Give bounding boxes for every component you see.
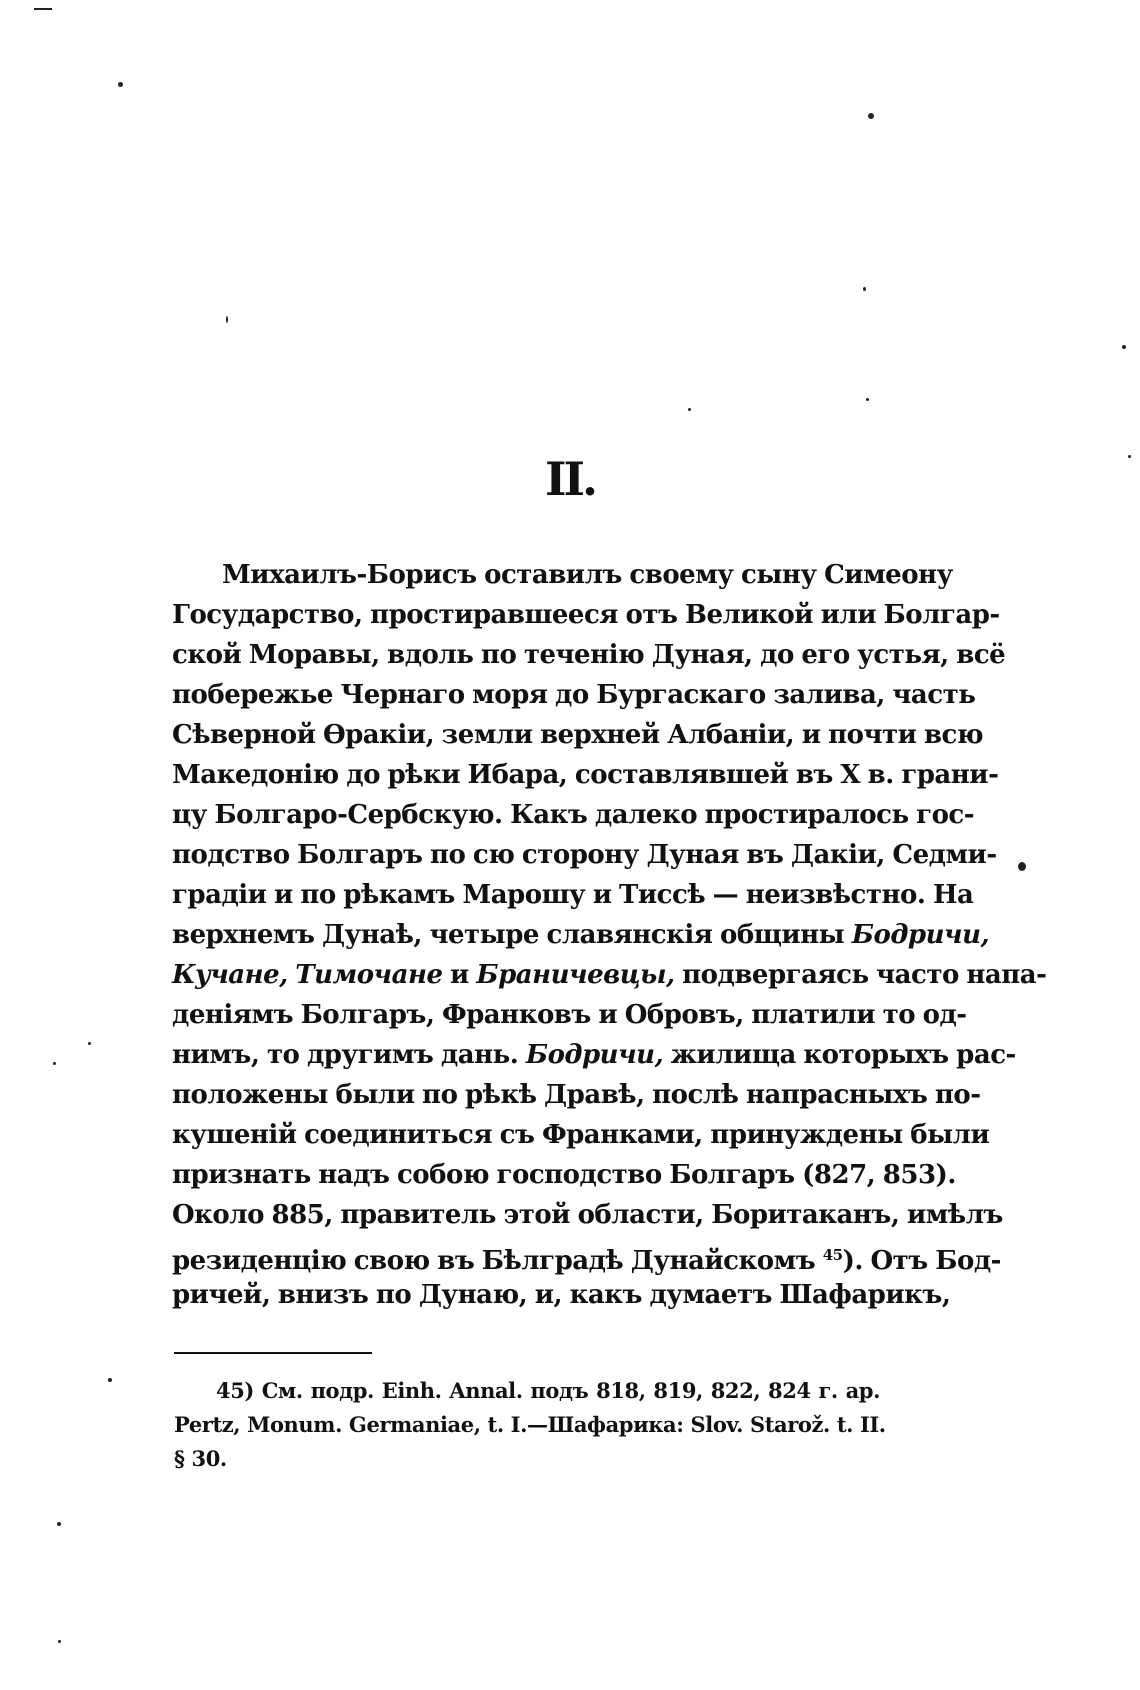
paragraph-line: положены были по рѣкѣ Дравѣ, послѣ напрасныхъ по- — [172, 1080, 981, 1110]
scan-speck — [688, 408, 691, 411]
scan-speck — [118, 82, 123, 87]
paragraph-line: Около 885, правитель этой области, Боритаканъ, имѣлъ — [172, 1200, 1003, 1230]
paragraph-line: побережье Чернаго моря до Бургаскаго залива, часть — [172, 680, 976, 710]
scan-speck — [868, 113, 874, 119]
paragraph-line: нимъ, то другимъ дань. Бодричи, жилища которыхъ рас- — [172, 1040, 1016, 1070]
paragraph-line: Кучане, Тимочане и Браничевцы, подвергаясь часто напа- — [172, 960, 1047, 990]
paragraph-line: ричей, внизъ по Дунаю, и, какъ думаетъ Шафарикъ, — [172, 1280, 951, 1310]
scan-speck — [226, 316, 228, 323]
paragraph-line: Македонію до рѣки Ибара, составлявшей въ X в. грани- — [172, 760, 999, 790]
scan-speck — [57, 1522, 61, 1526]
main-paragraph — [172, 555, 1047, 1315]
footnote-line: § 30. — [174, 1446, 227, 1471]
line-text: резиденцію свою въ Бѣлградѣ Дунайскомъ — [172, 1246, 816, 1276]
footnote — [174, 1374, 886, 1476]
scan-speck — [108, 1378, 112, 1382]
scan-speck — [1122, 345, 1126, 349]
scan-speck — [1018, 862, 1026, 871]
scan-speck — [866, 398, 869, 401]
scan-speck — [53, 1062, 56, 1065]
paragraph-line — [172, 1235, 1001, 1276]
italic-term: Бодричи, — [851, 920, 990, 950]
paragraph-line: подство Болгаръ по сю сторону Дуная въ Дакіи, Седми- — [172, 840, 997, 870]
scan-speck — [34, 8, 52, 10]
scan-speck — [58, 1640, 61, 1643]
paragraph-line: Государство, простиравшееся отъ Великой или Болгар- — [172, 600, 1000, 630]
paragraph-line: признать надъ собою господство Болгаръ (827, 853). — [172, 1160, 956, 1190]
line-tail: ). Отъ Бод- — [842, 1246, 1001, 1276]
italic-term: Тимочане — [295, 960, 443, 990]
paragraph-line: деніямъ Болгаръ, Франковъ и Обровъ, платили то од- — [172, 1000, 967, 1030]
chapter-heading: II. — [544, 452, 596, 506]
paragraph-line: кушеній соединиться съ Франками, принуждены были — [172, 1120, 990, 1150]
scan-speck — [863, 287, 866, 291]
italic-term: Бодричи, — [525, 1040, 664, 1070]
footnote-line: 45) См. подр. Einh. Annal. подъ 818, 819, 822, 824 г. ар. — [216, 1378, 880, 1403]
italic-term: Кучане, — [172, 960, 288, 990]
scan-speck — [88, 1042, 91, 1045]
footnote-reference: 45 — [822, 1246, 843, 1264]
scan-speck — [1128, 455, 1131, 458]
paragraph-line: ской Моравы, вдоль по теченію Дуная, до его устья, всё — [172, 640, 1006, 670]
paragraph-line: Михаилъ-Борисъ оставилъ своему сыну Симеону — [222, 560, 953, 590]
footnote-line: Pertz, Monum. Germaniae, t. I.—Шафарика: Slov. Starož. t. II. — [174, 1412, 886, 1437]
paragraph-line: цу Болгаро-Сербскую. Какъ далеко простиралось гос- — [172, 800, 975, 830]
paragraph-line: Сѣверной Ѳракіи, земли верхней Албаніи, и почти всю — [172, 720, 984, 750]
paragraph-line: верхнемъ Дунаѣ, четыре славянскія общины Бодричи, — [172, 920, 990, 950]
paragraph-line: градіи и по рѣкамъ Марошу и Тиссѣ — неизвѣстно. На — [172, 880, 974, 910]
italic-term: Браничевцы, — [476, 960, 675, 990]
footnote-separator — [174, 1352, 372, 1354]
